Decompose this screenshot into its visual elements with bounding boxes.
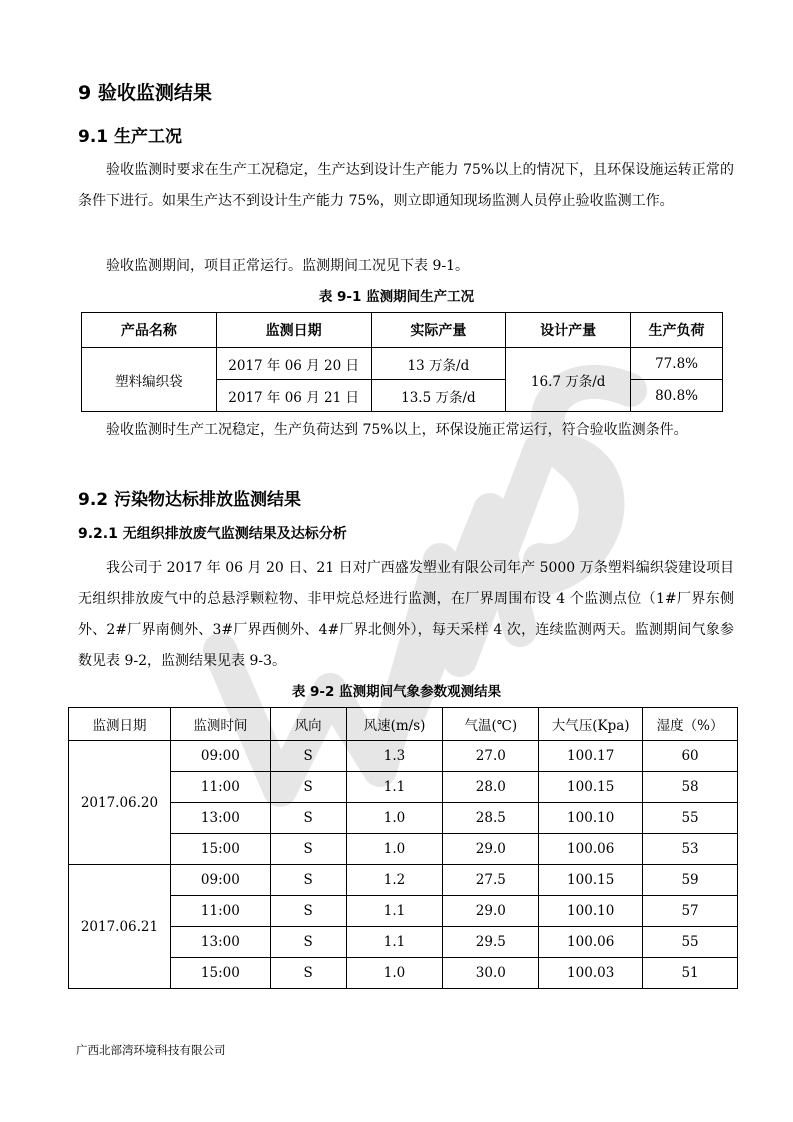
weather-parameters-table xyxy=(68,707,738,989)
wind-direction-cell: S xyxy=(270,896,346,927)
temperature-cell: 29.0 xyxy=(443,896,539,927)
header-production-load: 生产负荷 xyxy=(631,313,723,348)
section-9-1-title: 9.1 生产工况 xyxy=(78,127,183,147)
section-9-title: 9 验收监测结果 xyxy=(78,82,212,104)
wind-speed-cell: 1.1 xyxy=(346,772,443,803)
wind-speed-cell: 1.0 xyxy=(346,834,443,865)
humidity-cell: 60 xyxy=(643,741,738,772)
header-temperature: 气温(℃) xyxy=(443,708,539,741)
footer-company-name: 广西北部湾环境科技有限公司 xyxy=(76,1043,226,1057)
humidity-cell: 57 xyxy=(643,896,738,927)
section-9-2-title: 9.2 污染物达标排放监测结果 xyxy=(78,490,302,510)
actual-output-cell: 13.5 万条/d xyxy=(371,380,506,412)
temperature-cell: 29.0 xyxy=(443,834,539,865)
pressure-cell: 100.06 xyxy=(539,834,643,865)
table-header-row xyxy=(69,708,738,741)
design-output-cell: 16.7 万条/d xyxy=(506,348,631,412)
temperature-cell: 30.0 xyxy=(443,958,539,989)
temperature-cell: 29.5 xyxy=(443,927,539,958)
table-9-2-caption: 表 9-2 监测期间气象参数观测结果 xyxy=(291,684,502,700)
temperature-cell: 28.5 xyxy=(443,803,539,834)
time-cell: 09:00 xyxy=(170,741,270,772)
wind-direction-cell: S xyxy=(270,834,346,865)
header-humidity: 湿度（%） xyxy=(643,708,738,741)
header-design-output: 设计产量 xyxy=(506,313,631,348)
wind-direction-cell: S xyxy=(270,865,346,896)
table-row xyxy=(69,741,738,772)
pressure-cell: 100.10 xyxy=(539,896,643,927)
load-cell: 77.8% xyxy=(631,348,723,380)
wind-speed-cell: 1.2 xyxy=(346,865,443,896)
section-9-1-paragraph-2: 验收监测期间，项目正常运行。监测期间工况见下表 9-1。 xyxy=(106,258,469,274)
time-cell: 11:00 xyxy=(170,772,270,803)
date-cell: 2017.06.21 xyxy=(69,865,171,989)
wind-speed-cell: 1.3 xyxy=(346,741,443,772)
time-cell: 13:00 xyxy=(170,803,270,834)
pressure-cell: 100.06 xyxy=(539,927,643,958)
table-row xyxy=(82,348,723,380)
date-cell: 2017 年 06 月 20 日 xyxy=(216,348,371,380)
header-actual-output: 实际产量 xyxy=(371,313,506,348)
date-cell: 2017 年 06 月 21 日 xyxy=(216,380,371,412)
header-time: 监测时间 xyxy=(170,708,270,741)
product-name-cell: 塑料编织袋 xyxy=(82,348,217,412)
wind-direction-cell: S xyxy=(270,927,346,958)
table-header-row xyxy=(82,313,723,348)
pressure-cell: 100.15 xyxy=(539,865,643,896)
humidity-cell: 58 xyxy=(643,772,738,803)
humidity-cell: 51 xyxy=(643,958,738,989)
wind-speed-cell: 1.0 xyxy=(346,958,443,989)
section-9-2-1-title: 9.2.1 无组织排放废气监测结果及达标分析 xyxy=(78,526,347,542)
wind-speed-cell: 1.0 xyxy=(346,803,443,834)
section-9-1-paragraph-3: 验收监测时生产工况稳定，生产负荷达到 75%以上，环保设施正常运行，符合验收监测条件。 xyxy=(106,422,688,438)
wind-direction-cell: S xyxy=(270,772,346,803)
temperature-cell: 27.5 xyxy=(443,865,539,896)
header-wind-direction: 风向 xyxy=(270,708,346,741)
header-date: 监测日期 xyxy=(69,708,171,741)
table-9-1-caption: 表 9-1 监测期间生产工况 xyxy=(318,289,475,305)
load-cell: 80.8% xyxy=(631,380,723,412)
time-cell: 11:00 xyxy=(170,896,270,927)
wind-direction-cell: S xyxy=(270,958,346,989)
temperature-cell: 27.0 xyxy=(443,741,539,772)
humidity-cell: 55 xyxy=(643,803,738,834)
pressure-cell: 100.03 xyxy=(539,958,643,989)
time-cell: 15:00 xyxy=(170,958,270,989)
production-conditions-table xyxy=(81,312,723,412)
temperature-cell: 28.0 xyxy=(443,772,539,803)
pressure-cell: 100.10 xyxy=(539,803,643,834)
humidity-cell: 53 xyxy=(643,834,738,865)
header-pressure: 大气压(Kpa) xyxy=(539,708,643,741)
header-monitor-date: 监测日期 xyxy=(216,313,371,348)
pressure-cell: 100.17 xyxy=(539,741,643,772)
wind-direction-cell: S xyxy=(270,803,346,834)
section-9-2-1-paragraph: 我公司于 2017 年 06 月 20 日、21 日对广西盛发塑业有限公司年产 5000 万条塑料编织袋建设项目无组织排放废气中的总悬浮颗粒物、非甲烷总烃进行监测，在厂界周围布设 4 个监测点位（1#厂界东侧外、2#厂界南侧外、3#厂界西侧外、4#厂界北侧外），每天采样 4 次，连续监测两天。监测期间气象参数见表 9-2，监测结果见表 9-3。 xyxy=(78,560,734,669)
time-cell: 09:00 xyxy=(170,865,270,896)
time-cell: 15:00 xyxy=(170,834,270,865)
wind-speed-cell: 1.1 xyxy=(346,927,443,958)
humidity-cell: 59 xyxy=(643,865,738,896)
header-product-name: 产品名称 xyxy=(82,313,217,348)
date-cell: 2017.06.20 xyxy=(69,741,171,865)
humidity-cell: 55 xyxy=(643,927,738,958)
actual-output-cell: 13 万条/d xyxy=(371,348,506,380)
header-wind-speed: 风速(m/s) xyxy=(346,708,443,741)
wind-direction-cell: S xyxy=(270,741,346,772)
time-cell: 13:00 xyxy=(170,927,270,958)
table-row xyxy=(69,865,738,896)
wind-speed-cell: 1.1 xyxy=(346,896,443,927)
section-9-1-paragraph-1: 验收监测时要求在生产工况稳定，生产达到设计生产能力 75%以上的情况下，且环保设施运转正常的条件下进行。如果生产达不到设计生产能力 75%，则立即通知现场监测人员停止验收监测工作。 xyxy=(78,162,734,209)
pressure-cell: 100.15 xyxy=(539,772,643,803)
